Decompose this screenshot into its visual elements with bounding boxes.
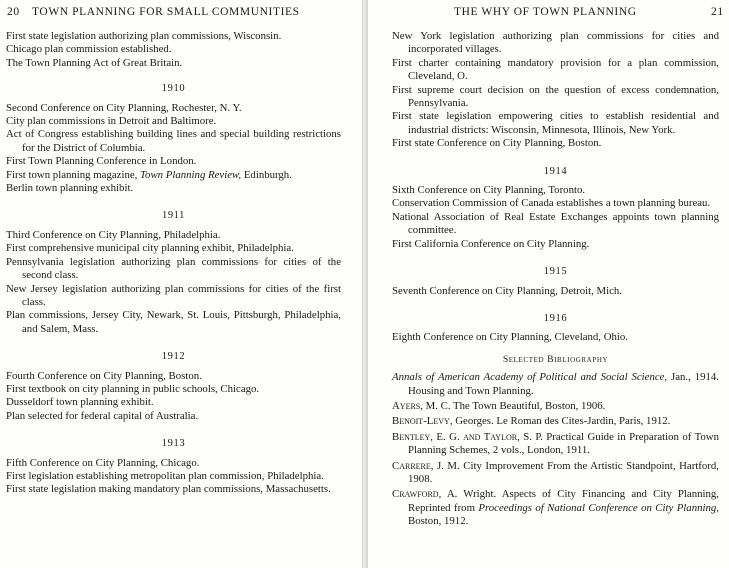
list-item: First state legislation authorizing plan commissions, Wisconsin. — [6, 30, 282, 42]
list-item: First state Conference on City Planning, Boston. — [392, 137, 602, 150]
list-item: First state legislation making mandatory plan commissions, Massachusetts. — [6, 483, 331, 496]
right-page-body — [392, 30, 719, 531]
bibliography-text: Jan., 1914. Housing and Town Planning. — [408, 371, 719, 397]
bibliography-text: The Town Beautiful, Boston, 1906. — [450, 399, 606, 412]
left-page — [0, 0, 362, 568]
list-item: Dusseldorf town planning exhibit. — [6, 396, 154, 409]
list-item: New Jersey legislation authorizing plan commissions for cities of the first class. — [6, 282, 341, 308]
bibliography-entry — [392, 431, 719, 458]
bibliography-text: A. Wright. Aspects of City Financing and City Planning, Reprinted from — [408, 488, 719, 514]
bibliography-text: Georges. Le Roman des Cites-Jardin, Paris, 1912. — [452, 415, 671, 428]
list-item: Fifth Conference on City Planning, Chicago. — [6, 456, 200, 469]
year-heading-1914: 1914 — [543, 165, 568, 177]
page-number-right: 21 — [711, 6, 724, 18]
running-head-right: THE WHY OF TOWN PLANNING — [454, 6, 637, 18]
list-item: Berlin town planning exhibit. — [6, 182, 134, 195]
magazine-entry-place: Edinburgh. — [241, 168, 292, 181]
bibliography-entry — [392, 460, 719, 487]
list-item: Third Conference on City Planning, Philadelphia. — [6, 228, 221, 241]
list-item: Seventh Conference on City Planning, Detroit, Mich. — [392, 284, 622, 297]
list-item: First legislation establishing metropolitan plan commission, Philadelphia. — [6, 469, 324, 482]
bibliography-entry — [392, 400, 719, 413]
year-heading-1910: 1910 — [161, 83, 186, 95]
list-item: Plan selected for federal capital of Australia. — [6, 409, 199, 422]
magazine-entry-text: First town planning magazine, — [6, 168, 141, 181]
list-item: Sixth Conference on City Planning, Toronto. — [392, 184, 586, 197]
list-item: City plan commissions in Detroit and Baltimore. — [6, 115, 217, 128]
bibliography-entry — [392, 488, 719, 528]
list-item: First state legislation empowering cities to establish residential and industrial districts: Wisconsin, Minnesota, Illinois, New York. — [392, 110, 719, 136]
right-page — [368, 0, 729, 568]
list-item: Eighth Conference on City Planning, Cleveland, Ohio. — [392, 331, 628, 344]
list-item: First charter containing mandatory provision for a plan commission, Cleveland, O. — [392, 56, 719, 83]
list-item: Second Conference on City Planning, Rochester, N. Y. — [6, 101, 242, 114]
list-item: New York legislation authorizing plan commissions for cities and incorporated villages. — [392, 30, 719, 56]
list-item: Act of Congress establishing building lines and special building restrictions for the District of Columbia. — [6, 128, 341, 154]
bibliography-text: Boston, 1912. — [408, 515, 469, 528]
bibliography-text: City Improvement From the Artistic Standpoint, Hartford, 1908. — [408, 459, 719, 485]
bibliography-text: Practical Guide in Preparation of Town Planning Schemes, 2 vols., London, 1911. — [408, 430, 720, 457]
list-item: Chicago plan commission established. — [6, 43, 172, 56]
bibliography-author: Crawford, — [392, 488, 442, 501]
year-heading-1913: 1913 — [161, 438, 186, 450]
list-item: First California Conference on City Planning. — [392, 237, 590, 250]
list-item: Fourth Conference on City Planning, Boston. — [6, 369, 202, 382]
list-item: Conservation Commission of Canada establishes a town planning bureau. — [392, 197, 711, 210]
list-item: First supreme court decision on the question of excess condemnation, Pennsylvania. — [392, 83, 719, 110]
magazine-title: Town Planning Review, — [140, 168, 242, 181]
list-item: Pennsylvania legislation authorizing plan commissions for cities of the second class. — [6, 255, 341, 282]
list-item: Plan commissions, Jersey City, Newark, St. Louis, Pittsburgh, Philadelphia, and Salem, Mass. — [6, 309, 341, 335]
magazine-entry — [6, 169, 341, 182]
year-heading-1915: 1915 — [543, 266, 568, 278]
year-heading-1911: 1911 — [161, 210, 185, 222]
bibliography-entry — [392, 371, 719, 398]
bibliography-title: Proceedings of National Conference on City Planning, — [478, 501, 719, 514]
list-item: First comprehensive municipal city planning exhibit, Philadelphia. — [6, 242, 294, 255]
bibliography-heading: Selected Bibliography — [502, 353, 609, 365]
list-item: First Town Planning Conference in London. — [6, 155, 197, 168]
bibliography-title: Annals of American Academy of Political and Social Science, — [392, 371, 668, 384]
bibliography-entry — [392, 415, 719, 428]
bibliography-author: Benoit-Levy, — [392, 415, 453, 428]
list-item: The Town Planning Act of Great Britain. — [6, 56, 183, 69]
list-item: National Association of Real Estate Exchanges appoints town planning committee. — [392, 210, 719, 237]
left-page-body — [6, 30, 341, 497]
page-number-left: 20 — [7, 6, 20, 18]
list-item: First textbook on city planning in public schools, Chicago. — [6, 382, 260, 395]
bibliography-author: Bentley, E. G. and Taylor, S. P. — [392, 430, 543, 443]
bibliography-author: Carrere, J. M. — [392, 459, 460, 472]
year-heading-1912: 1912 — [161, 351, 186, 363]
running-head-left: TOWN PLANNING FOR SMALL COMMUNITIES — [32, 6, 300, 18]
bibliography-author: Ayers, M. C. — [392, 399, 451, 412]
year-heading-1916: 1916 — [543, 312, 568, 324]
